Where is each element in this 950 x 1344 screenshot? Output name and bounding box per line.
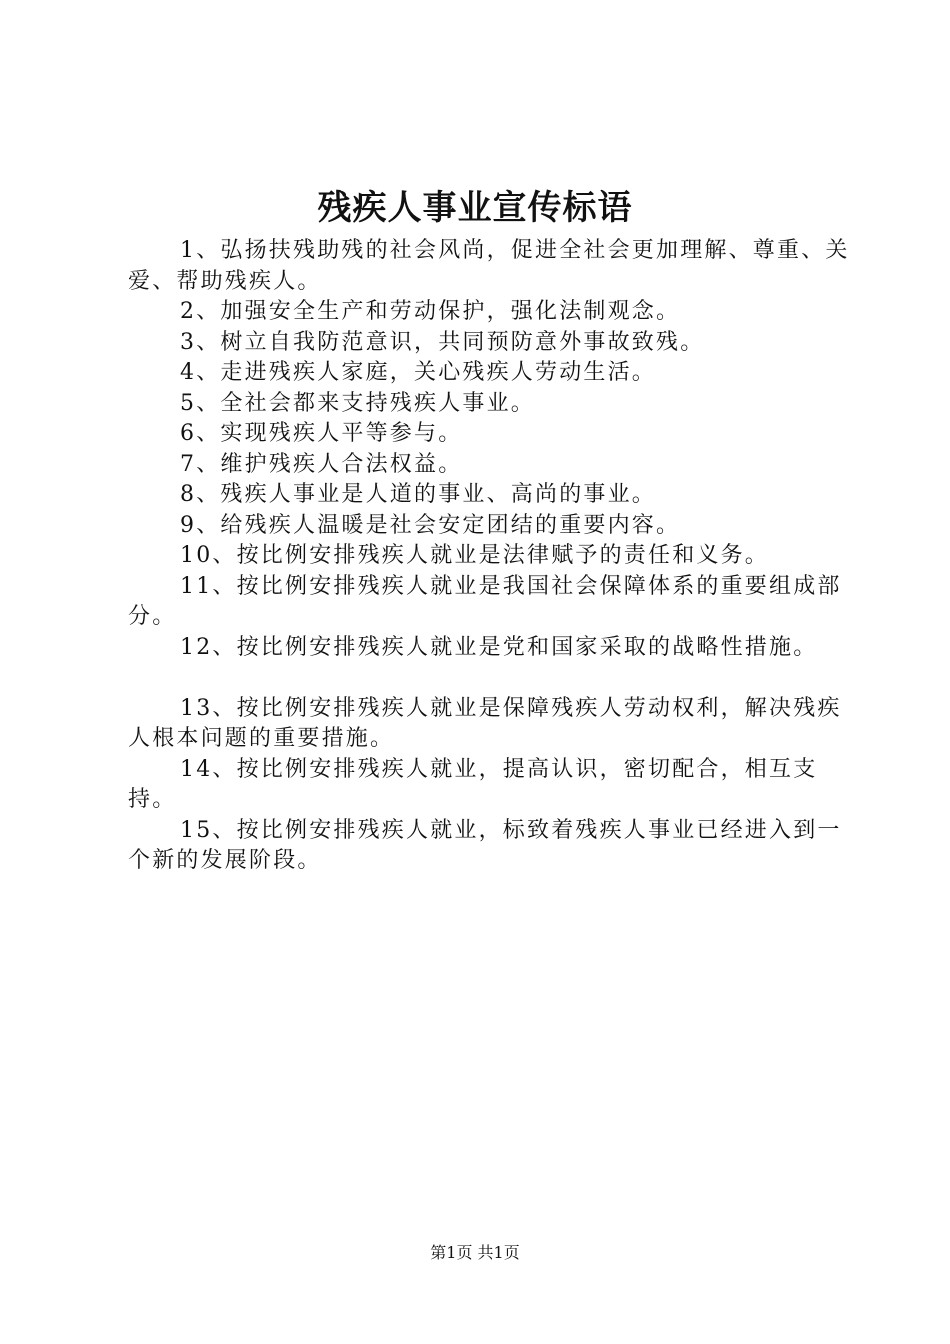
slogan-paragraph: 7、维护残疾人合法权益。: [180, 451, 463, 477]
document-title: 残疾人事业宣传标语: [317, 188, 633, 228]
slogan-paragraph: 14、按比例安排残疾人就业，提高认识，密切配合，相互支持。: [128, 756, 818, 812]
slogan-paragraph: 11、按比例安排残疾人就业是我国社会保障体系的重要组成部分。: [128, 573, 842, 629]
slogan-paragraph: 1、弘扬扶残助残的社会风尚，促进全社会更加理解、尊重、关爱、帮助残疾人。: [128, 238, 850, 294]
document-body: [128, 236, 853, 877]
slogan-paragraph: 8、残疾人事业是人道的事业、高尚的事业。: [180, 482, 656, 507]
slogan-paragraph: 15、按比例安排残疾人就业，标致着残疾人事业已经进入到一个新的发展阶段。: [128, 817, 842, 873]
slogan-paragraph: 3、树立自我防范意识，共同预防意外事故致残。: [180, 329, 705, 355]
slogan-paragraph: 4、走进残疾人家庭，关心残疾人劳动生活。: [180, 360, 656, 385]
slogan-paragraph: 2、加强安全生产和劳动保护，强化法制观念。: [180, 299, 681, 324]
slogan-paragraph: 5、全社会都来支持残疾人事业。: [180, 390, 535, 416]
page-footer: 第1页 共1页: [430, 1243, 520, 1262]
slogan-paragraph: 10、按比例安排残疾人就业是法律赋予的责任和义务。: [180, 543, 769, 568]
paragraph-gap: [128, 663, 853, 694]
slogan-paragraph: 12、按比例安排残疾人就业是党和国家采取的战略性措施。: [180, 634, 818, 660]
slogan-paragraph: 13、按比例安排残疾人就业是保障残疾人劳动权利，解决残疾人根本问题的重要措施。: [128, 695, 842, 751]
slogan-paragraph: 6、实现残疾人平等参与。: [180, 421, 463, 446]
slogan-paragraph: 9、给残疾人温暖是社会安定团结的重要内容。: [180, 512, 681, 538]
